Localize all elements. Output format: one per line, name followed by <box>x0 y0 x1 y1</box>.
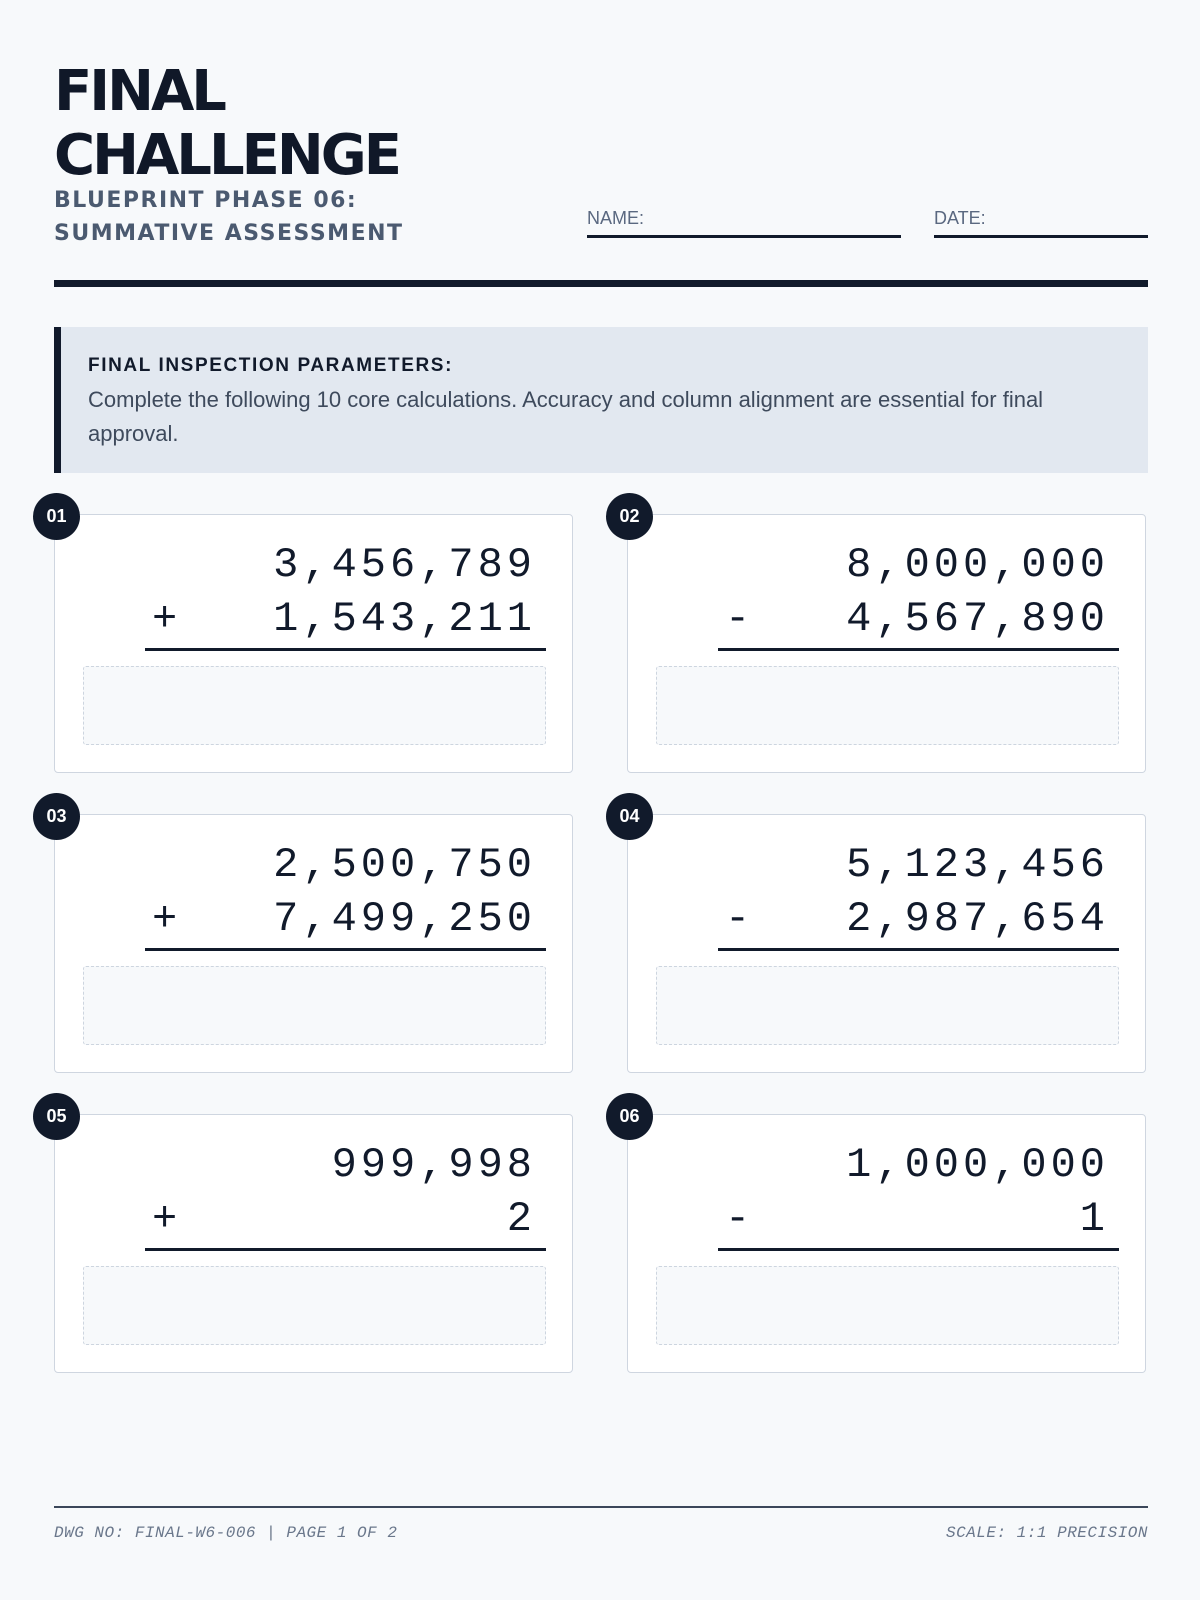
name-field[interactable] <box>587 202 901 238</box>
problem-card <box>46 806 573 1073</box>
bottom-operand: 1,543,211 <box>273 595 536 643</box>
top-operand: 5,123,456 <box>846 841 1109 889</box>
page-subtitle: BLUEPRINT PHASE 06: SUMMATIVE ASSESSMENT <box>54 188 404 246</box>
date-label: DATE: <box>934 208 986 228</box>
sum-line <box>145 1248 546 1251</box>
answer-box[interactable] <box>83 1266 546 1345</box>
operator: - <box>725 1195 751 1243</box>
operator: + <box>152 595 178 643</box>
bottom-operand: 2,987,654 <box>846 895 1109 943</box>
answer-box[interactable] <box>83 666 546 745</box>
sum-line <box>718 648 1119 651</box>
problem-number-badge: 02 <box>606 493 653 540</box>
sum-line <box>718 948 1119 951</box>
answer-box[interactable] <box>656 666 1119 745</box>
operator: + <box>152 895 178 943</box>
problem-number-badge: 03 <box>33 793 80 840</box>
instructions-label: FINAL INSPECTION PARAMETERS: <box>88 355 453 376</box>
bottom-operand: 1 <box>1079 1195 1109 1243</box>
problem-number-badge: 01 <box>33 493 80 540</box>
problem-card <box>619 1106 1146 1373</box>
page-title <box>54 60 1148 188</box>
sum-line <box>145 648 546 651</box>
instructions-box <box>54 327 1148 473</box>
problem-card <box>619 506 1146 773</box>
answer-box[interactable] <box>83 966 546 1045</box>
problem-card <box>46 1106 573 1373</box>
title-line-1: FINAL <box>54 59 224 124</box>
operator: - <box>725 895 751 943</box>
top-operand: 8,000,000 <box>846 541 1109 589</box>
top-operand: 1,000,000 <box>846 1141 1109 1189</box>
bottom-operand: 7,499,250 <box>273 895 536 943</box>
bottom-operand: 2 <box>506 1195 536 1243</box>
problem-card <box>619 806 1146 1073</box>
problem-number-badge: 06 <box>606 1093 653 1140</box>
problem-number-badge: 05 <box>33 1093 80 1140</box>
name-label: NAME: <box>587 208 645 228</box>
scale-note: SCALE: 1:1 PRECISION <box>945 1524 1148 1542</box>
sum-line <box>145 948 546 951</box>
title-line-2: CHALLENGE <box>54 123 400 188</box>
footer-divider <box>54 1506 1148 1508</box>
sum-line <box>718 1248 1119 1251</box>
top-operand: 3,456,789 <box>273 541 536 589</box>
problem-card <box>46 506 573 773</box>
top-operand: 999,998 <box>331 1141 536 1189</box>
top-operand: 2,500,750 <box>273 841 536 889</box>
answer-box[interactable] <box>656 1266 1119 1345</box>
operator: - <box>725 595 751 643</box>
header-divider <box>54 280 1148 287</box>
date-field[interactable] <box>934 202 1148 238</box>
operator: + <box>152 1195 178 1243</box>
drawing-number: DWG NO: FINAL-W6-006 | PAGE 1 OF 2 <box>54 1524 398 1542</box>
instructions-text: Complete the following 10 core calculations. Accuracy and column alignment are essential for final approval. <box>88 387 1044 446</box>
problem-number-badge: 04 <box>606 793 653 840</box>
answer-box[interactable] <box>656 966 1119 1045</box>
bottom-operand: 4,567,890 <box>846 595 1109 643</box>
page-header <box>54 59 1148 246</box>
